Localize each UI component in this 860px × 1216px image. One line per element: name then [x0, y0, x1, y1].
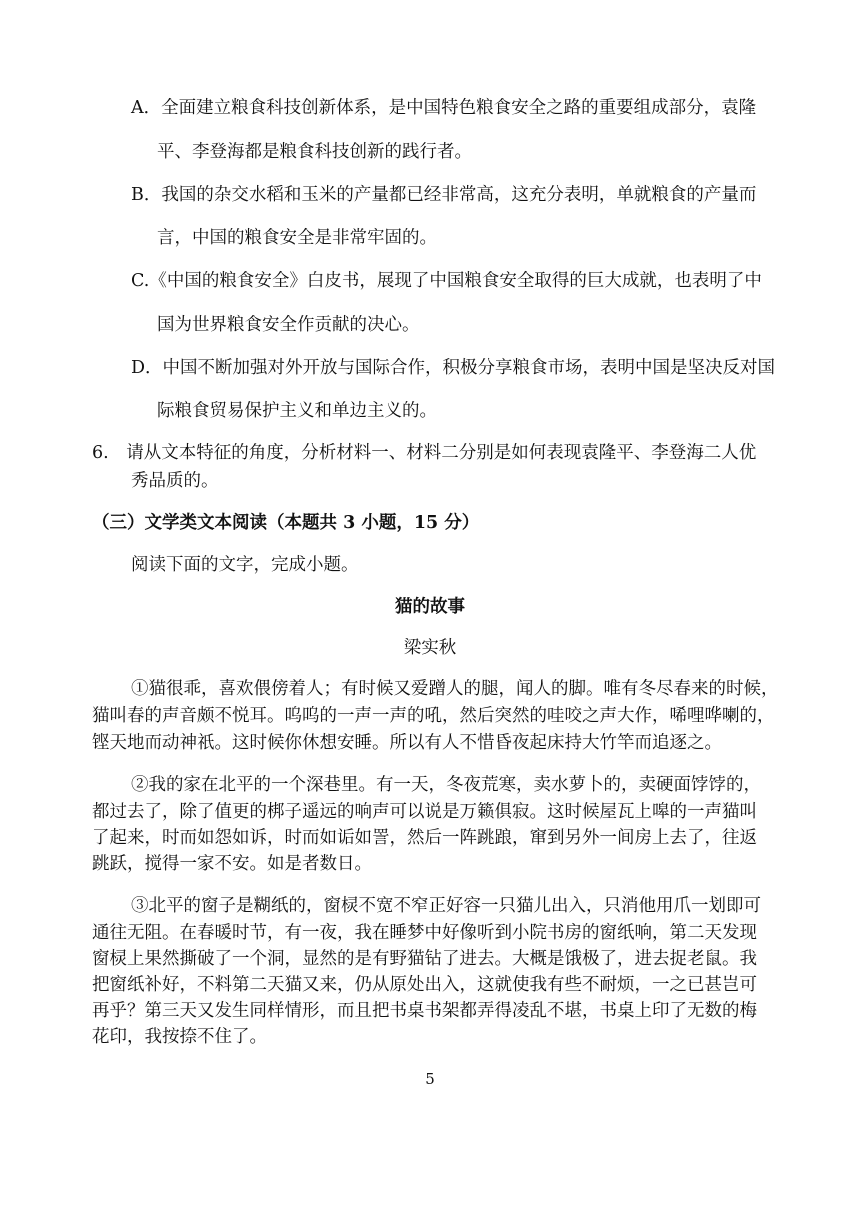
question-6-line-2: 秀品质的。 — [131, 471, 219, 491]
option-a-line-1: A．全面建立粮食科技创新体系，是中国特色粮食安全之路的重要组成部分，袁隆 — [131, 98, 757, 118]
paragraph-1-line-1: ①猫很乖，喜欢偎傍着人；有时候又爱蹭人的腿，闻人的脚。唯有冬尽春来的时候， — [131, 679, 779, 699]
paragraph-3-line-3: 窗棂上果然撕破了一个洞，显然的是有野猫钻了进去。大概是饿极了，进去捉老鼠。我 — [92, 949, 757, 969]
option-b-line-1: B．我国的杂交水稻和玉米的产量都已经非常高，这充分表明，单就粮食的产量而 — [131, 185, 757, 205]
option-d-line-2: 际粮食贸易保护主义和单边主义的。 — [157, 401, 437, 421]
paragraph-3-line-2: 通往无阻。在春暖时节，有一夜，我在睡梦中好像听到小院书房的窗纸响，第二天发现 — [92, 923, 757, 943]
option-d-line-1: D．中国不断加强对外开放与国际合作，积极分享粮食市场，表明中国是坚决反对国 — [131, 358, 776, 378]
paragraph-2-line-3: 了起来，时而如怨如诉，时而如诟如詈，然后一阵跳踉，窜到另外一间房上去了，往返 — [92, 828, 757, 848]
option-c-line-2: 国为世界粮食安全作贡献的决心。 — [157, 315, 420, 335]
paragraph-3-line-5: 再乎？第三天又发生同样情形，而且把书桌书架都弄得凌乱不堪，书桌上印了无数的梅 — [92, 1001, 757, 1021]
paragraph-1-line-2: 猫叫春的声音颇不悦耳。呜呜的一声一声的吼，然后突然的哇咬之声大作，唏哩哗喇的， — [92, 706, 775, 726]
page-number: 5 — [425, 1070, 435, 1088]
paragraph-2-line-1: ②我的家在北平的一个深巷里。有一天，冬夜荒寒，卖水萝卜的，卖硬面饽饽的， — [131, 775, 761, 795]
option-a-line-2: 平、李登海都是粮食科技创新的践行者。 — [157, 142, 472, 162]
paragraph-1-line-3: 铿天地而动神祇。这时候你休想安睡。所以有人不惜昏夜起床持大竹竿而追逐之。 — [92, 733, 722, 753]
paragraph-3-line-4: 把窗纸补好，不料第二天猫又来，仍从原处出入，这就使我有些不耐烦，一之已甚岂可 — [92, 975, 757, 995]
paragraph-2-line-4: 跳跃，搅得一家不安。如是者数日。 — [92, 854, 372, 874]
article-title: 猫的故事 — [395, 597, 465, 617]
option-c-line-1: C.《中国的粮食安全》白皮书，展现了中国粮食安全取得的巨大成就，也表明了中 — [131, 271, 762, 291]
section-heading: （三）文学类文本阅读（本题共 3 小题，15 分） — [92, 513, 480, 533]
reading-instruction: 阅读下面的文字，完成小题。 — [131, 555, 359, 575]
article-author: 梁实秋 — [403, 638, 457, 658]
paragraph-2-line-2: 都过去了，除了值更的梆子遥远的响声可以说是万籁俱寂。这时候屋瓦上嗥的一声猫叫 — [92, 802, 757, 822]
paragraph-3-line-1: ③北平的窗子是糊纸的，窗棂不宽不窄正好容一只猫儿出入，只消他用爪一划即可 — [131, 896, 761, 916]
option-b-line-2: 言，中国的粮食安全是非常牢固的。 — [157, 228, 437, 248]
paragraph-3-line-6: 花印，我按捺不住了。 — [92, 1027, 267, 1047]
question-6-line-1: 6. 请从文本特征的角度，分析材料一、材料二分别是如何表现袁隆平、李登海二人优 — [92, 443, 757, 463]
